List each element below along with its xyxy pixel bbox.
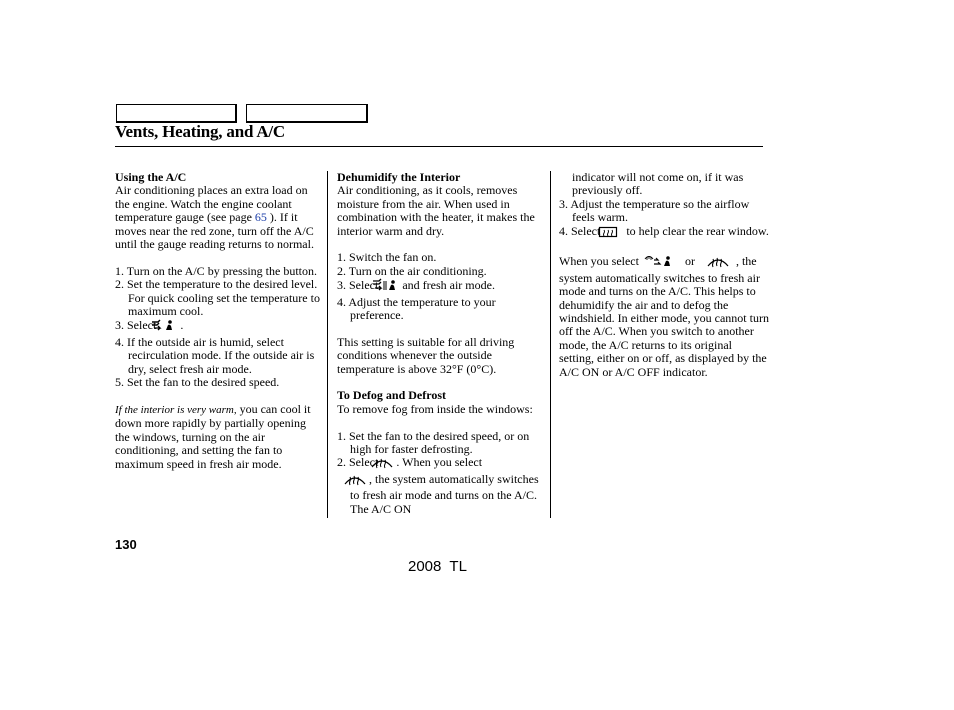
dehumidify-step-1: 1. Switch the fan on. (337, 250, 437, 265)
defrost-mode-paragraph: When you select or , the system automatically switches to fresh air mode and turns on the A/C. This helps to dehumidify the air and to defog the windshield. In either mode, you cannot turn off the A/C. When you switch to another mode, the A/C returns to its original setting, either on or off, as displayed by the A/C ON or A/C OFF indicator. (559, 254, 769, 379)
column-using-ac (115, 171, 322, 471)
heading-defog: To Defog and Defrost (337, 388, 447, 403)
column-dehumidify (337, 171, 544, 516)
intro-defog: To remove fog from inside the windows: (337, 401, 533, 416)
floor-defrost-icon (644, 254, 676, 271)
ac-step-3: 3. Select . (115, 318, 322, 335)
windshield-defrost-icon (383, 456, 394, 472)
warm-interior-tip: If the interior is very warm, you can cool it down more rapidly by partially opening the windows, turning on the air conditioning, and setting the fan to maximum speed in fresh air mode. (115, 401, 311, 471)
defog-step-2: 2. Select . When you select , the system automatically switches to fresh air mode and turns on the A/C. The A/C ON (337, 455, 539, 516)
page-title: Vents, Heating, and A/C (115, 122, 285, 141)
heading-dehumidify: Dehumidify the Interior (337, 170, 461, 184)
ac-step-1: 1. Turn on the A/C by pressing the button. (115, 263, 318, 278)
column-defog-continued (559, 171, 769, 379)
dehumidify-step-2: 2. Turn on the air conditioning. (337, 263, 487, 278)
windshield-defrost-icon (356, 473, 367, 489)
floor-defrost-icon (383, 278, 400, 295)
defog-step-4: 4. Select to help clear the rear window. (559, 225, 769, 241)
ac-step-4: 4. If the outside air is humid, select recirculation mode. If the outside air is dry, select fresh air mode. (115, 334, 315, 376)
page-65-link[interactable]: 65 (254, 210, 267, 225)
column-divider-1 (327, 171, 328, 518)
rear-defrost-icon (611, 226, 618, 241)
page-number: 130 (115, 537, 137, 552)
heading-using-ac: Using the A/C (115, 170, 187, 184)
nav-button-previous[interactable] (116, 104, 237, 123)
intro-dehumidify: Air conditioning, as it cools, removes moisture from the air. When used in combination with the heater, it makes the interior warm and dry. (337, 183, 535, 238)
intro-using-ac: Air conditioning places an extra load on the engine. Watch the engine coolant temperature gauge (see page 65 ). If it moves near the red zone, turn off the A/C until the gauge reading returns to normal. (115, 183, 314, 252)
title-rule (115, 146, 763, 147)
windshield-defrost-icon (706, 255, 730, 271)
dehumidify-step-3: 3. Select and fresh air mode. (337, 278, 544, 295)
floor-vent-icon (161, 318, 178, 335)
defog-step-2-continued: indicator will not come on, if it was previously off. (572, 170, 744, 198)
column-divider-2 (550, 171, 551, 518)
dehumidify-step-4: 4. Adjust the temperature to your preference. (337, 294, 496, 323)
ac-step-5: 5. Set the fan to the desired speed. (115, 375, 280, 390)
nav-button-next[interactable] (246, 104, 368, 123)
ac-step-2: 2. Set the temperature to the desired level. For quick cooling set the temperature to maximum cool. (115, 277, 320, 319)
defog-step-1: 1. Set the fan to the desired speed, or on high for faster defrosting. (337, 428, 530, 457)
dehumidify-note: This setting is suitable for all driving conditions whenever the outside temperature is above 32°F (0°C). (337, 334, 515, 376)
footer-model: 2008 TL (408, 558, 467, 575)
defog-step-3: 3. Adjust the temperature so the airflow feels warm. (559, 196, 750, 225)
